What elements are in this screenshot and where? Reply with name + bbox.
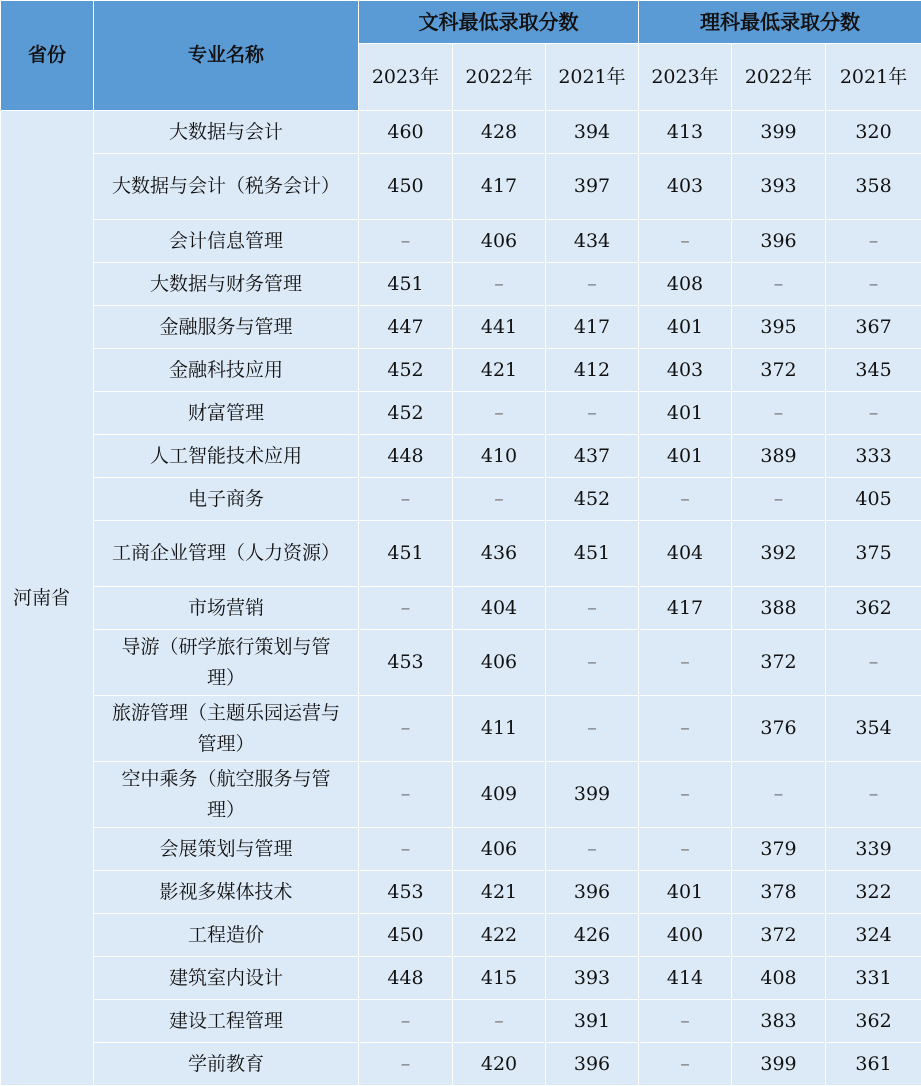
score-cell: 393 <box>546 957 639 1000</box>
score-cell: 408 <box>732 957 826 1000</box>
table-row <box>1 587 921 630</box>
score-cell: 436 <box>453 521 546 587</box>
score-cell: 460 <box>359 111 453 154</box>
score-cell: – <box>453 478 546 521</box>
score-cell: – <box>826 630 921 696</box>
score-cell: 451 <box>359 263 453 306</box>
major-name-cell: 建筑室内设计 <box>94 957 359 1000</box>
score-cell: 396 <box>546 871 639 914</box>
score-cell: 403 <box>639 349 732 392</box>
score-cell: – <box>639 1000 732 1043</box>
score-cell: 452 <box>359 349 453 392</box>
score-cell: 367 <box>826 306 921 349</box>
table-row <box>1 914 921 957</box>
score-cell: – <box>826 392 921 435</box>
score-cell: 391 <box>546 1000 639 1043</box>
table-row <box>1 521 921 587</box>
score-cell: 403 <box>639 154 732 220</box>
score-cell: 401 <box>639 871 732 914</box>
major-name-cell: 导游（研学旅行策划与管理） <box>94 630 359 696</box>
score-cell: 411 <box>453 696 546 762</box>
score-cell: 396 <box>732 220 826 263</box>
score-cell: 401 <box>639 306 732 349</box>
score-cell: – <box>359 478 453 521</box>
major-name-cell: 人工智能技术应用 <box>94 435 359 478</box>
major-column-header: 专业名称 <box>94 1 359 111</box>
table-row <box>1 828 921 871</box>
table-row <box>1 762 921 828</box>
score-cell: 393 <box>732 154 826 220</box>
year-header-science-2021: 2021年 <box>826 44 921 111</box>
major-name-cell: 金融服务与管理 <box>94 306 359 349</box>
score-cell: 392 <box>732 521 826 587</box>
score-cell: 399 <box>732 1043 826 1086</box>
major-name-cell: 电子商务 <box>94 478 359 521</box>
major-name-cell: 会展策划与管理 <box>94 828 359 871</box>
score-cell: – <box>732 762 826 828</box>
score-cell: 324 <box>826 914 921 957</box>
score-cell: – <box>639 696 732 762</box>
major-name-cell: 金融科技应用 <box>94 349 359 392</box>
major-name-cell: 工程造价 <box>94 914 359 957</box>
table-row <box>1 957 921 1000</box>
score-cell: 453 <box>359 630 453 696</box>
table-row <box>1 154 921 220</box>
score-cell: 437 <box>546 435 639 478</box>
score-cell: 339 <box>826 828 921 871</box>
score-cell: 375 <box>826 521 921 587</box>
major-name-cell: 建设工程管理 <box>94 1000 359 1043</box>
score-cell: 358 <box>826 154 921 220</box>
table-row <box>1 263 921 306</box>
major-name-cell: 影视多媒体技术 <box>94 871 359 914</box>
province-cell: 河南省 <box>1 111 94 1086</box>
score-cell: 383 <box>732 1000 826 1043</box>
score-cell: – <box>826 762 921 828</box>
score-cell: 451 <box>359 521 453 587</box>
score-cell: 452 <box>546 478 639 521</box>
score-cell: 399 <box>732 111 826 154</box>
major-name-cell: 学前教育 <box>94 1043 359 1086</box>
score-cell: 453 <box>359 871 453 914</box>
score-cell: 421 <box>453 349 546 392</box>
score-cell: 405 <box>826 478 921 521</box>
table-body <box>1 111 921 1086</box>
score-cell: – <box>639 630 732 696</box>
score-cell: 395 <box>732 306 826 349</box>
score-cell: 417 <box>546 306 639 349</box>
score-cell: – <box>359 1000 453 1043</box>
score-cell: 401 <box>639 435 732 478</box>
score-cell: 408 <box>639 263 732 306</box>
score-cell: 388 <box>732 587 826 630</box>
score-cell: – <box>639 220 732 263</box>
score-cell: 372 <box>732 630 826 696</box>
score-cell: 404 <box>639 521 732 587</box>
score-cell: 400 <box>639 914 732 957</box>
score-cell: – <box>546 263 639 306</box>
score-cell: 372 <box>732 914 826 957</box>
score-cell: 434 <box>546 220 639 263</box>
major-name-cell: 大数据与财务管理 <box>94 263 359 306</box>
score-cell: 322 <box>826 871 921 914</box>
score-cell: – <box>359 587 453 630</box>
score-cell: 412 <box>546 349 639 392</box>
score-cell: – <box>826 263 921 306</box>
score-cell: 426 <box>546 914 639 957</box>
score-cell: 394 <box>546 111 639 154</box>
score-cell: – <box>732 478 826 521</box>
score-cell: 406 <box>453 828 546 871</box>
table-row <box>1 1043 921 1086</box>
score-cell: 450 <box>359 154 453 220</box>
score-cell: – <box>546 696 639 762</box>
arts-min-score-header: 文科最低录取分数 <box>359 1 639 44</box>
score-cell: – <box>453 263 546 306</box>
score-cell: 441 <box>453 306 546 349</box>
table-row <box>1 392 921 435</box>
score-cell: 447 <box>359 306 453 349</box>
table-row <box>1 478 921 521</box>
year-header-arts-2021: 2021年 <box>546 44 639 111</box>
major-name-cell: 财富管理 <box>94 392 359 435</box>
score-cell: – <box>546 630 639 696</box>
score-cell: – <box>546 392 639 435</box>
score-cell: – <box>546 587 639 630</box>
major-name-cell: 大数据与会计 <box>94 111 359 154</box>
year-header-science-2022: 2022年 <box>732 44 826 111</box>
score-cell: – <box>826 220 921 263</box>
score-cell: 451 <box>546 521 639 587</box>
table-row <box>1 306 921 349</box>
major-name-cell: 工商企业管理（人力资源） <box>94 521 359 587</box>
score-cell: 450 <box>359 914 453 957</box>
table-row <box>1 630 921 696</box>
score-cell: – <box>639 828 732 871</box>
score-cell: 428 <box>453 111 546 154</box>
table-row <box>1 1000 921 1043</box>
province-column-header: 省份 <box>1 1 94 111</box>
score-cell: 362 <box>826 587 921 630</box>
score-cell: 379 <box>732 828 826 871</box>
major-name-cell: 旅游管理（主题乐园运营与管理） <box>94 696 359 762</box>
score-cell: 354 <box>826 696 921 762</box>
score-cell: 333 <box>826 435 921 478</box>
score-cell: 414 <box>639 957 732 1000</box>
score-cell: 421 <box>453 871 546 914</box>
table-row <box>1 696 921 762</box>
score-cell: – <box>359 828 453 871</box>
year-header-arts-2022: 2022年 <box>453 44 546 111</box>
score-cell: 362 <box>826 1000 921 1043</box>
score-cell: 415 <box>453 957 546 1000</box>
table-row <box>1 349 921 392</box>
score-cell: 389 <box>732 435 826 478</box>
score-cell: 372 <box>732 349 826 392</box>
major-name-cell: 大数据与会计（税务会计） <box>94 154 359 220</box>
score-cell: 417 <box>453 154 546 220</box>
score-cell: 397 <box>546 154 639 220</box>
score-cell: – <box>732 263 826 306</box>
score-cell: 320 <box>826 111 921 154</box>
score-cell: – <box>359 220 453 263</box>
major-name-cell: 空中乘务（航空服务与管理） <box>94 762 359 828</box>
score-cell: 409 <box>453 762 546 828</box>
score-cell: 448 <box>359 435 453 478</box>
year-header-arts-2023: 2023年 <box>359 44 453 111</box>
score-cell: – <box>732 392 826 435</box>
score-cell: – <box>639 1043 732 1086</box>
score-cell: 378 <box>732 871 826 914</box>
major-name-cell: 市场营销 <box>94 587 359 630</box>
score-cell: – <box>359 762 453 828</box>
score-cell: 420 <box>453 1043 546 1086</box>
score-cell: 345 <box>826 349 921 392</box>
table-row <box>1 871 921 914</box>
score-cell: 406 <box>453 220 546 263</box>
score-cell: 422 <box>453 914 546 957</box>
score-cell: – <box>359 1043 453 1086</box>
score-cell: 376 <box>732 696 826 762</box>
score-cell: 410 <box>453 435 546 478</box>
score-cell: 361 <box>826 1043 921 1086</box>
score-cell: 331 <box>826 957 921 1000</box>
score-cell: 399 <box>546 762 639 828</box>
score-cell: 417 <box>639 587 732 630</box>
table-row <box>1 435 921 478</box>
year-header-science-2023: 2023年 <box>639 44 732 111</box>
major-name-cell: 会计信息管理 <box>94 220 359 263</box>
score-cell: 404 <box>453 587 546 630</box>
science-min-score-header: 理科最低录取分数 <box>639 1 921 44</box>
table-row <box>1 111 921 154</box>
table-row <box>1 220 921 263</box>
score-cell: 396 <box>546 1043 639 1086</box>
score-cell: 413 <box>639 111 732 154</box>
score-cell: 452 <box>359 392 453 435</box>
score-cell: – <box>639 478 732 521</box>
score-cell: – <box>453 1000 546 1043</box>
score-cell: 406 <box>453 630 546 696</box>
score-cell: 401 <box>639 392 732 435</box>
score-cell: – <box>359 696 453 762</box>
score-cell: 448 <box>359 957 453 1000</box>
score-cell: – <box>639 762 732 828</box>
score-cell: – <box>453 392 546 435</box>
score-cell: – <box>546 828 639 871</box>
